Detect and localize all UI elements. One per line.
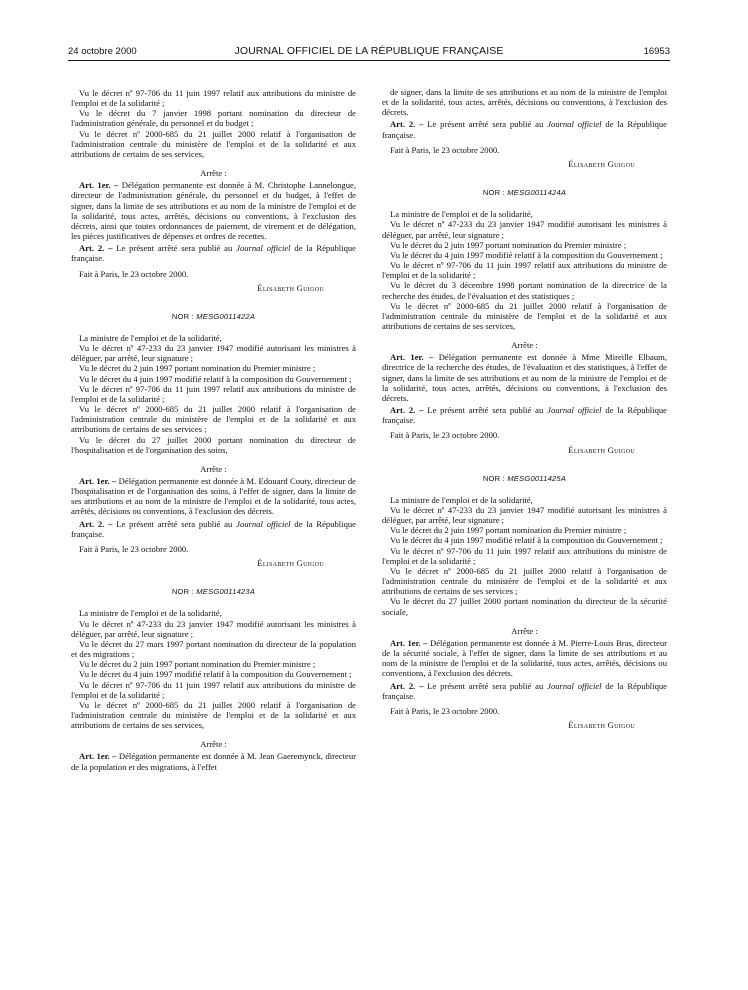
visa: Vu le décret du 27 juillet 2000 portant nomination du directeur de la sécurité sociale, [382, 596, 667, 617]
signed-at: Fait à Paris, le 23 octobre 2000. [390, 705, 500, 716]
article-1 [71, 476, 356, 517]
nor-reference: NOR : MESG0011422A [171, 311, 256, 321]
article-1 [71, 751, 356, 771]
article-label: Art. 1er. – [79, 476, 117, 486]
journal-officiel-ref: Journal officiel [547, 119, 602, 130]
article-2: Art. 2. – Le présent arrêté sera publié au Journal officiel de la République française. [382, 405, 667, 426]
visa: Vu le décret du 27 juillet 2000 portant nomination du directeur de l'hospitalisation et de l'organisation des soins, [71, 434, 356, 455]
article-label: Art. 1er. – [79, 180, 119, 191]
signed-at: Fait à Paris, le 23 octobre 2000. [79, 543, 189, 554]
visa: Vu le décret nº 2000-685 du 21 juillet 2000 relatif à l'organisation de l'administration centrale du ministère de l'emploi et de la solidarité et aux attributions de certains de ses services, [382, 300, 667, 331]
article-2: Art. 2. – Le présent arrêté sera publié au Journal officiel de la République française. [71, 243, 356, 264]
signatory: Élisabeth Guigou [257, 558, 324, 569]
visa: Vu le décret du 4 juin 1997 modifié relatif à la composition du Gouvernement ; [390, 249, 663, 260]
visa: Vu le décret nº 97-706 du 11 juin 1997 relatif aux attributions du ministre de l'emploi et de la solidarité ; [71, 679, 356, 700]
visa: Vu le décret nº 47-233 du 23 janvier 1947 modifié autorisant les ministres à déléguer, par arrêté, leur signature ; [382, 505, 667, 526]
signatory: Élisabeth Guigou [568, 719, 635, 730]
page-number: 16953 [643, 46, 670, 57]
arrete-heading: Arrête : [200, 168, 227, 179]
visa: Vu le décret du 4 juin 1997 modifié relatif à la composition du Gouvernement ; [390, 535, 663, 546]
visa: Vu le décret nº 47-233 du 23 janvier 1947 modifié autorisant les ministres à déléguer, par arrêté, leur signature ; [71, 343, 356, 364]
visa: Vu le décret du 2 juin 1997 portant nomination du Premier ministre ; [390, 525, 627, 536]
article-1 [382, 638, 667, 679]
article-label: Art. 2. – [390, 119, 424, 130]
nor-reference: NOR : MESG0011424A [482, 188, 567, 198]
arrete-heading: Arrête : [200, 463, 227, 474]
journal-title: JOURNAL OFFICIEL DE LA RÉPUBLIQUE FRANÇAISE [234, 45, 504, 57]
visa: Vu le décret nº 2000-685 du 21 juillet 2000 relatif à l'organisation de l'administration centrale du ministère de l'emploi et de la solidarité et aux attributions de certains de ses services, [71, 128, 356, 159]
right-column [382, 87, 667, 730]
visa: Vu le décret du 4 juin 1997 modifié relatif à la composition du Gouvernement ; [79, 669, 352, 680]
article-label: Art. 2. – [79, 243, 113, 254]
article-text: Délégation permanente est donnée à M. Christophe Lannelongue, directeur de l'administration générale, du personnel et du budget, à l'effet de signer, dans la limite de ses attributions et au nom de la ministre de l'emploi et de la solidarité, tous actes, arrêtés, décisions ou conventions, à l'exclusion des décrets, ainsi que toutes ordonnances de paiement, de virement et de délégation, les pièces justificatives de dépenses et ordres de recettes. [71, 180, 356, 242]
visa: Vu le décret du 7 janvier 1998 portant nomination du directeur de l'administration générale, du personnel et du budget ; [71, 108, 356, 129]
minister-line: La ministre de l'emploi et de la solidarité, [79, 332, 222, 343]
minister-line: La ministre de l'emploi et de la solidarité, [79, 608, 222, 619]
visa: Vu le décret du 2 juin 1997 portant nomination du Premier ministre ; [390, 239, 627, 250]
journal-officiel-ref: Journal officiel [236, 243, 291, 254]
visa: Vu le décret du 4 juin 1997 modifié relatif à la composition du Gouvernement ; [79, 373, 352, 384]
signatory: Élisabeth Guigou [568, 444, 635, 455]
visa: Vu le décret nº 2000-685 du 21 juillet 2000 relatif à l'organisation de l'administration centrale du ministère de l'emploi et de la solidarité et aux attributions de certains de ses services, [71, 699, 356, 731]
visa: Vu le décret nº 47-233 du 23 janvier 1947 modifié autorisant les ministres à déléguer, par arrêté, leur signature ; [71, 618, 356, 639]
visa: Vu le décret nº 2000-685 du 21 juillet 2000 relatif à l'organisation de l'administration centrale du ministère de l'emploi et de la solidarité et aux attributions de certains de ses services ; [71, 404, 356, 435]
article-text: Délégation permanente est donnée à M. Edouard Couty, directeur de l'hospitalisation et de l'organisation des soins, à l'effet de signer, dans la limite de ses attributions et au nom de la ministre de l'emploi et de la solidarité, tous actes, arrêtés, décisions ou conventions, à l'exclusion des décrets. [71, 476, 356, 517]
journal-officiel-ref: Journal officiel [547, 405, 602, 416]
page-header [68, 44, 670, 60]
header-rule [68, 60, 670, 61]
visa: Vu le décret nº 97-706 du 11 juin 1997 relatif aux attributions du ministre de l'emploi et de la solidarité ; [71, 88, 356, 109]
issue-date: 24 octobre 2000 [68, 46, 137, 57]
visa: Vu le décret du 27 mars 1997 portant nomination du directeur de la population et des migrations ; [71, 638, 356, 660]
visa: Vu le décret du 3 décembre 1998 portant nomination de la directrice de la recherche des études, de l'évaluation et des statistiques ; [382, 280, 667, 301]
article-label: Art. 1er. – [79, 751, 117, 762]
visa: Vu le décret du 2 juin 1997 portant nomination du Premier ministre ; [79, 363, 316, 374]
article-2: Art. 2. – Le présent arrêté sera publié au Journal officiel de la République française. [382, 680, 667, 701]
signatory: Élisabeth Guigou [257, 282, 324, 293]
article-1 [382, 352, 667, 403]
article-text: Délégation permanente est donnée à M. Jean Gaeremynck, directeur de la population et des migrations, à l'effet [71, 751, 356, 772]
article-label: Art. 1er. – [390, 637, 428, 648]
visa: Vu le décret du 2 juin 1997 portant nomination du Premier ministre ; [79, 659, 316, 670]
nor-reference: NOR : MESG0011423A [171, 587, 256, 597]
article-label: Art. 2. – [390, 680, 424, 691]
arrete-heading: Arrête : [511, 340, 538, 351]
arrete-heading: Arrête : [200, 739, 227, 750]
article-continuation: de signer, dans la limite de ses attributions et au nom de la ministre de l'emploi et de la solidarité, tous actes, arrêtés, décisions ou conventions, à l'exclusion des décrets. [382, 87, 667, 118]
article-text: Délégation permanente est donnée à M. Pierre-Louis Bras, directeur de la sécurité sociale, à l'effet de signer, dans la limite de ses attributions et au nom de la ministre de l'emploi et de la solidarité, tous actes, arrêtés, décisions ou conventions, à l'exclusion des décrets. [382, 637, 667, 679]
arrete-heading: Arrête : [511, 625, 538, 636]
journal-officiel-ref: Journal officiel [236, 518, 291, 529]
signed-at: Fait à Paris, le 23 octobre 2000. [390, 144, 500, 155]
article-2: Art. 2. – Le présent arrêté sera publié au Journal officiel de la République française. [382, 119, 667, 140]
journal-officiel-ref: Journal officiel [547, 680, 602, 691]
visa: Vu le décret nº 47-233 du 23 janvier 1947 modifié autorisant les ministres à déléguer, par arrêté, leur signature ; [382, 219, 667, 240]
visa: Vu le décret nº 97-706 du 11 juin 1997 relatif aux attributions du ministre de l'emploi et de la solidarité ; [382, 260, 667, 281]
article-label: Art. 2. – [79, 518, 113, 529]
signed-at: Fait à Paris, le 23 octobre 2000. [79, 268, 189, 279]
article-label: Art. 1er. – [390, 352, 434, 363]
minister-line: La ministre de l'emploi et de la solidarité, [390, 494, 533, 505]
article-1 [71, 180, 356, 241]
signatory: Élisabeth Guigou [568, 158, 635, 169]
visa: Vu le décret nº 97-706 du 11 juin 1997 relatif aux attributions du ministre de l'emploi et de la solidarité ; [71, 383, 356, 404]
article-label: Art. 2. – [390, 405, 424, 416]
minister-line: La ministre de l'emploi et de la solidarité, [390, 209, 533, 220]
article-2: Art. 2. – Le présent arrêté sera publié au Journal officiel de la République française. [71, 518, 356, 539]
signed-at: Fait à Paris, le 23 octobre 2000. [390, 430, 500, 441]
left-column [71, 88, 356, 772]
visa: Vu le décret nº 97-706 du 11 juin 1997 relatif aux attributions du ministre de l'emploi et de la solidarité ; [382, 545, 667, 566]
nor-reference: NOR : MESG0011425A [482, 473, 567, 483]
article-text: Délégation permanente est donnée à Mme Mireille Elbaum, directrice de la recherche des études, de l'évaluation et des statistiques, à l'effet de signer, dans la limite de ses attributions et au nom de la ministre de l'emploi et de la solidarité, tous actes, arrêtés, décisions ou conventions, à l'exclusion des décrets. [382, 352, 667, 403]
visa: Vu le décret nº 2000-685 du 21 juillet 2000 relatif à l'organisation de l'administration centrale du ministère de l'emploi et de la solidarité et aux attributions de certains de ses services ; [382, 565, 667, 597]
